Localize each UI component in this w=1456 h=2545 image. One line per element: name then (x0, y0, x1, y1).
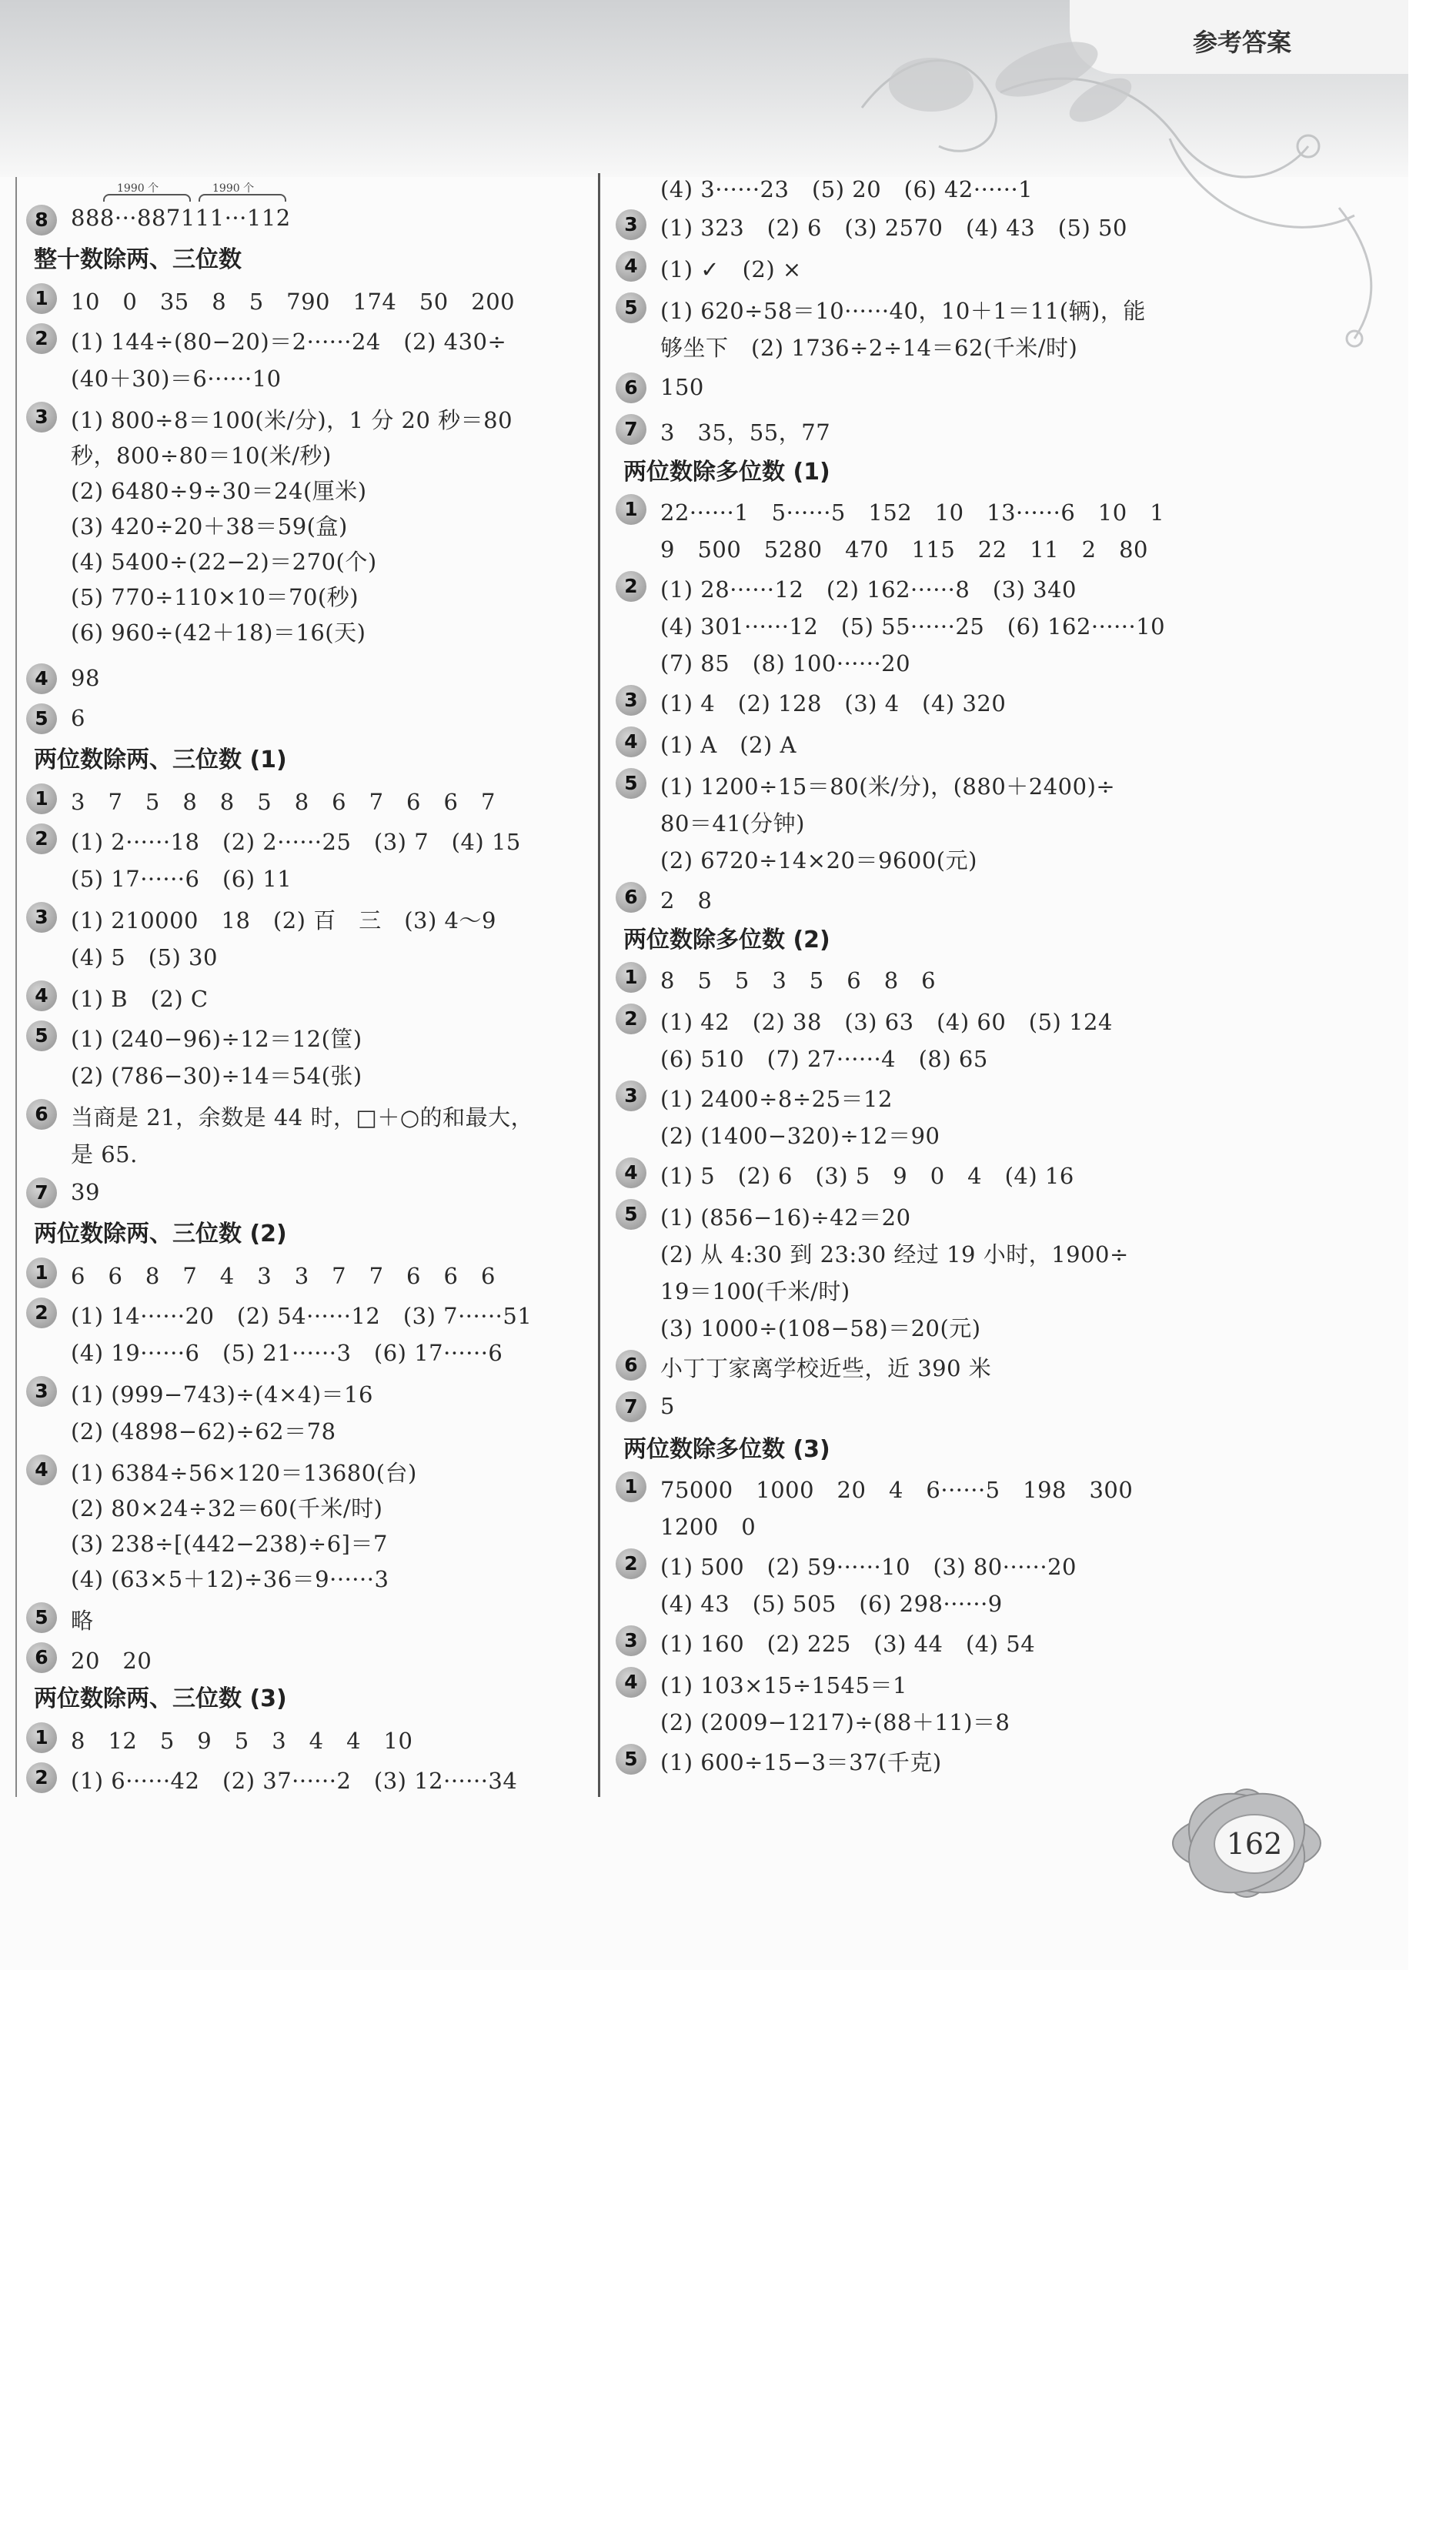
item-number-badge: 7 (616, 1391, 646, 1422)
answer-line: (1) (856−16)÷42＝20 (660, 1204, 911, 1231)
answer-line: 略 (71, 1608, 94, 1634)
page-number-badge (1170, 1785, 1324, 1901)
answer-line: 1200 0 (660, 1514, 756, 1540)
brace-mark (103, 194, 191, 202)
answer-line: (1) 4 (2) 128 (3) 4 (4) 320 (660, 690, 1007, 716)
item-number-badge: 1 (26, 783, 57, 814)
answer-line: (1) B (2) C (71, 986, 209, 1012)
answer-line: 8 5 5 3 5 6 8 6 (660, 967, 937, 994)
item-number-badge: 1 (26, 1257, 57, 1288)
answer-line: (2) (4898−62)÷62＝78 (71, 1418, 336, 1445)
section-title: 两位数除多位数 (3) (623, 1436, 830, 1463)
item-number-badge: 4 (26, 663, 57, 694)
answer-line: (1) A (2) A (660, 732, 796, 758)
item-number-badge: 3 (26, 1376, 57, 1407)
answer-line: (1) 323 (2) 6 (3) 2570 (4) 43 (5) 50 (660, 215, 1127, 241)
answer-line: (1) 42 (2) 38 (3) 63 (4) 60 (5) 124 (660, 1009, 1113, 1035)
answer-line: (1) 6······42 (2) 37······2 (3) 12······34 (71, 1768, 518, 1794)
item-number-badge: 2 (26, 1762, 57, 1793)
answer-line: (2) 80×24÷32＝60(千米/时) (71, 1495, 383, 1521)
answer-line: 6 (71, 705, 85, 731)
item-number-badge: 4 (616, 1667, 646, 1698)
item-number-badge: 2 (616, 571, 646, 602)
answer-line: 75000 1000 20 4 6······5 198 300 (660, 1477, 1134, 1503)
item-number-badge: 4 (616, 251, 646, 282)
item-number-badge: 4 (616, 726, 646, 757)
answer-line: (3) 420÷20＋38＝59(盒) (71, 513, 348, 539)
answer-line: (5) 17······6 (6) 11 (71, 866, 292, 892)
answer-line: 2 8 (660, 887, 713, 913)
answer-line: (1) ✓ (2) × (660, 256, 802, 282)
answer-line: 150 (660, 374, 704, 400)
item-number-badge: 5 (616, 292, 646, 323)
answer-line: 888···887111···112 (71, 205, 291, 231)
item-number-badge: 5 (616, 1199, 646, 1230)
item-number-badge: 6 (26, 1099, 57, 1130)
section-title: 两位数除两、三位数 (1) (34, 746, 287, 773)
page-number: 162 (1226, 1827, 1283, 1861)
answer-line: 19＝100(千米/时) (660, 1278, 850, 1304)
answer-line: 22······1 5······5 152 10 13······6 10 1 (660, 499, 1165, 526)
answer-line: (2) 从 4:30 到 23:30 经过 19 小时，1900÷ (660, 1241, 1129, 1267)
item-number-badge: 4 (26, 1455, 57, 1485)
answer-line: (4) 3······23 (5) 20 (6) 42······1 (660, 176, 1034, 202)
section-title: 两位数除多位数 (2) (623, 927, 830, 954)
answer-line: (6) 960÷(42＋18)＝16(天) (71, 620, 366, 646)
answer-line: (1) (240−96)÷12＝12(筐) (71, 1026, 362, 1052)
brace-mark (199, 194, 286, 202)
answer-line: (4) (63×5＋12)÷36＝9······3 (71, 1566, 389, 1592)
item-number-badge: 1 (26, 1722, 57, 1753)
answer-line: (1) (999−743)÷(4×4)＝16 (71, 1381, 373, 1408)
item-number-badge: 4 (26, 980, 57, 1011)
answer-line: 9 500 5280 470 115 22 11 2 80 (660, 536, 1148, 563)
answer-line: (1) 160 (2) 225 (3) 44 (4) 54 (660, 1631, 1036, 1657)
item-number-badge: 5 (26, 1020, 57, 1051)
answer-line: 6 6 8 7 4 3 3 7 7 6 6 6 (71, 1263, 496, 1289)
item-number-badge: 1 (26, 283, 57, 314)
item-number-badge: 2 (616, 1004, 646, 1034)
item-number-badge: 6 (616, 882, 646, 913)
left-margin-line (15, 177, 17, 1797)
answer-line: (2) (786−30)÷14＝54(张) (71, 1063, 362, 1089)
answer-line: (1) 600÷15−3＝37(千克) (660, 1749, 942, 1775)
answer-line: (1) 500 (2) 59······10 (3) 80······20 (660, 1554, 1077, 1580)
column-divider (598, 173, 600, 1797)
answer-line: (3) 238÷[(442−238)÷6]＝7 (71, 1531, 388, 1557)
answer-line: (4) 5400÷(22−2)＝270(个) (71, 549, 377, 575)
item-number-badge: 5 (26, 1602, 57, 1633)
item-number-badge: 3 (616, 685, 646, 716)
answer-line: (3) 1000÷(108−58)＝20(元) (660, 1315, 981, 1341)
answer-line: (1) 210000 18 (2) 百 三 (3) 4～9 (71, 907, 496, 934)
answer-line: 39 (71, 1179, 100, 1205)
item-number-badge: 1 (616, 494, 646, 525)
answer-line: 3 35，55，77 (660, 419, 831, 446)
answer-line: (2) (1400−320)÷12＝90 (660, 1123, 940, 1149)
answer-line: 10 0 35 8 5 790 174 50 200 (71, 289, 516, 315)
answer-line: (4) 301······12 (5) 55······25 (6) 162······10 (660, 613, 1166, 640)
item-number-badge: 6 (616, 1350, 646, 1381)
brace-label: 1990 个 (212, 182, 255, 195)
answer-line: (1) 103×15÷1545＝1 (660, 1672, 907, 1698)
answer-line: (4) 19······6 (5) 21······3 (6) 17······6 (71, 1340, 503, 1366)
header-title: 参考答案 (1193, 28, 1292, 57)
answer-line: 够坐下 (2) 1736÷2÷14＝62(千米/时) (660, 335, 1078, 361)
section-title: 两位数除多位数 (1) (623, 459, 830, 486)
item-number-badge: 1 (616, 962, 646, 993)
answer-line: (1) 5 (2) 6 (3) 5 9 0 4 (4) 16 (660, 1163, 1074, 1189)
answer-line: (2) 6480÷9÷30＝24(厘米) (71, 478, 367, 504)
item-number-badge: 6 (616, 372, 646, 403)
answer-line: 98 (71, 665, 100, 691)
item-number-badge: 5 (616, 768, 646, 799)
answer-line: (1) 14······20 (2) 54······12 (3) 7······51 (71, 1303, 533, 1329)
item-number-badge: 7 (616, 414, 646, 445)
answer-line: 3 7 5 8 8 5 8 6 7 6 6 7 (71, 789, 496, 815)
answer-line: (2) (2009−1217)÷(88＋11)＝8 (660, 1709, 1010, 1735)
item-number-badge: 3 (26, 902, 57, 933)
item-number-badge: 8 (26, 205, 57, 235)
item-number-badge: 5 (26, 703, 57, 734)
answer-line: 当商是 21，余数是 44 时，□＋○的和最大， (71, 1104, 534, 1131)
answer-line: 秒，800÷80＝10(米/秒) (71, 443, 332, 469)
answer-line: (2) 6720÷14×20＝9600(元) (660, 847, 977, 873)
answer-line: (1) 620÷58＝10······40，10＋1＝11(辆)，能 (660, 298, 1146, 324)
answer-line: (1) 800÷8＝100(米/分)，1 分 20 秒＝80 (71, 407, 513, 433)
item-number-badge: 3 (616, 1080, 646, 1111)
item-number-badge: 3 (616, 1625, 646, 1656)
section-title: 两位数除两、三位数 (3) (34, 1685, 287, 1712)
section-title: 整十数除两、三位数 (34, 246, 242, 273)
answer-line: 20 20 (71, 1648, 152, 1674)
item-number-badge: 3 (616, 209, 646, 240)
brace-label: 1990 个 (117, 182, 159, 195)
answer-line: (4) 43 (5) 505 (6) 298······9 (660, 1591, 1003, 1617)
item-number-badge: 1 (616, 1471, 646, 1502)
answer-line: (1) 2400÷8÷25＝12 (660, 1086, 893, 1112)
item-number-badge: 2 (26, 323, 57, 354)
answer-line: 8 12 5 9 5 3 4 4 10 (71, 1728, 413, 1754)
answer-line: (1) 28······12 (2) 162······8 (3) 340 (660, 576, 1077, 603)
item-number-badge: 7 (26, 1177, 57, 1208)
item-number-badge: 2 (616, 1548, 646, 1579)
answer-line: (1) 1200÷15＝80(米/分)，(880＋2400)÷ (660, 773, 1116, 800)
item-number-badge: 2 (26, 823, 57, 854)
answer-line: 小丁丁家离学校近些，近 390 米 (660, 1355, 992, 1381)
item-number-badge: 3 (26, 402, 57, 433)
answer-line: 是 65. (71, 1141, 138, 1167)
item-number-badge: 4 (616, 1157, 646, 1188)
item-number-badge: 6 (26, 1642, 57, 1673)
answer-line: (6) 510 (7) 27······4 (8) 65 (660, 1046, 988, 1072)
answer-line: (1) 6384÷56×120＝13680(台) (71, 1460, 417, 1486)
answer-line: (7) 85 (8) 100······20 (660, 650, 911, 676)
answer-line: (40＋30)＝6······10 (71, 366, 282, 392)
item-number-badge: 2 (26, 1298, 57, 1328)
section-title: 两位数除两、三位数 (2) (34, 1221, 287, 1247)
answer-line: (5) 770÷110×10＝70(秒) (71, 584, 359, 610)
answer-line: (1) 144÷(80−20)＝2······24 (2) 430÷ (71, 329, 507, 355)
answer-line: 5 (660, 1393, 675, 1419)
item-number-badge: 5 (616, 1744, 646, 1775)
answer-line: (4) 5 (5) 30 (71, 944, 218, 970)
answer-line: (1) 2······18 (2) 2······25 (3) 7 (4) 15 (71, 829, 521, 855)
answer-line: 80＝41(分钟) (660, 810, 805, 837)
